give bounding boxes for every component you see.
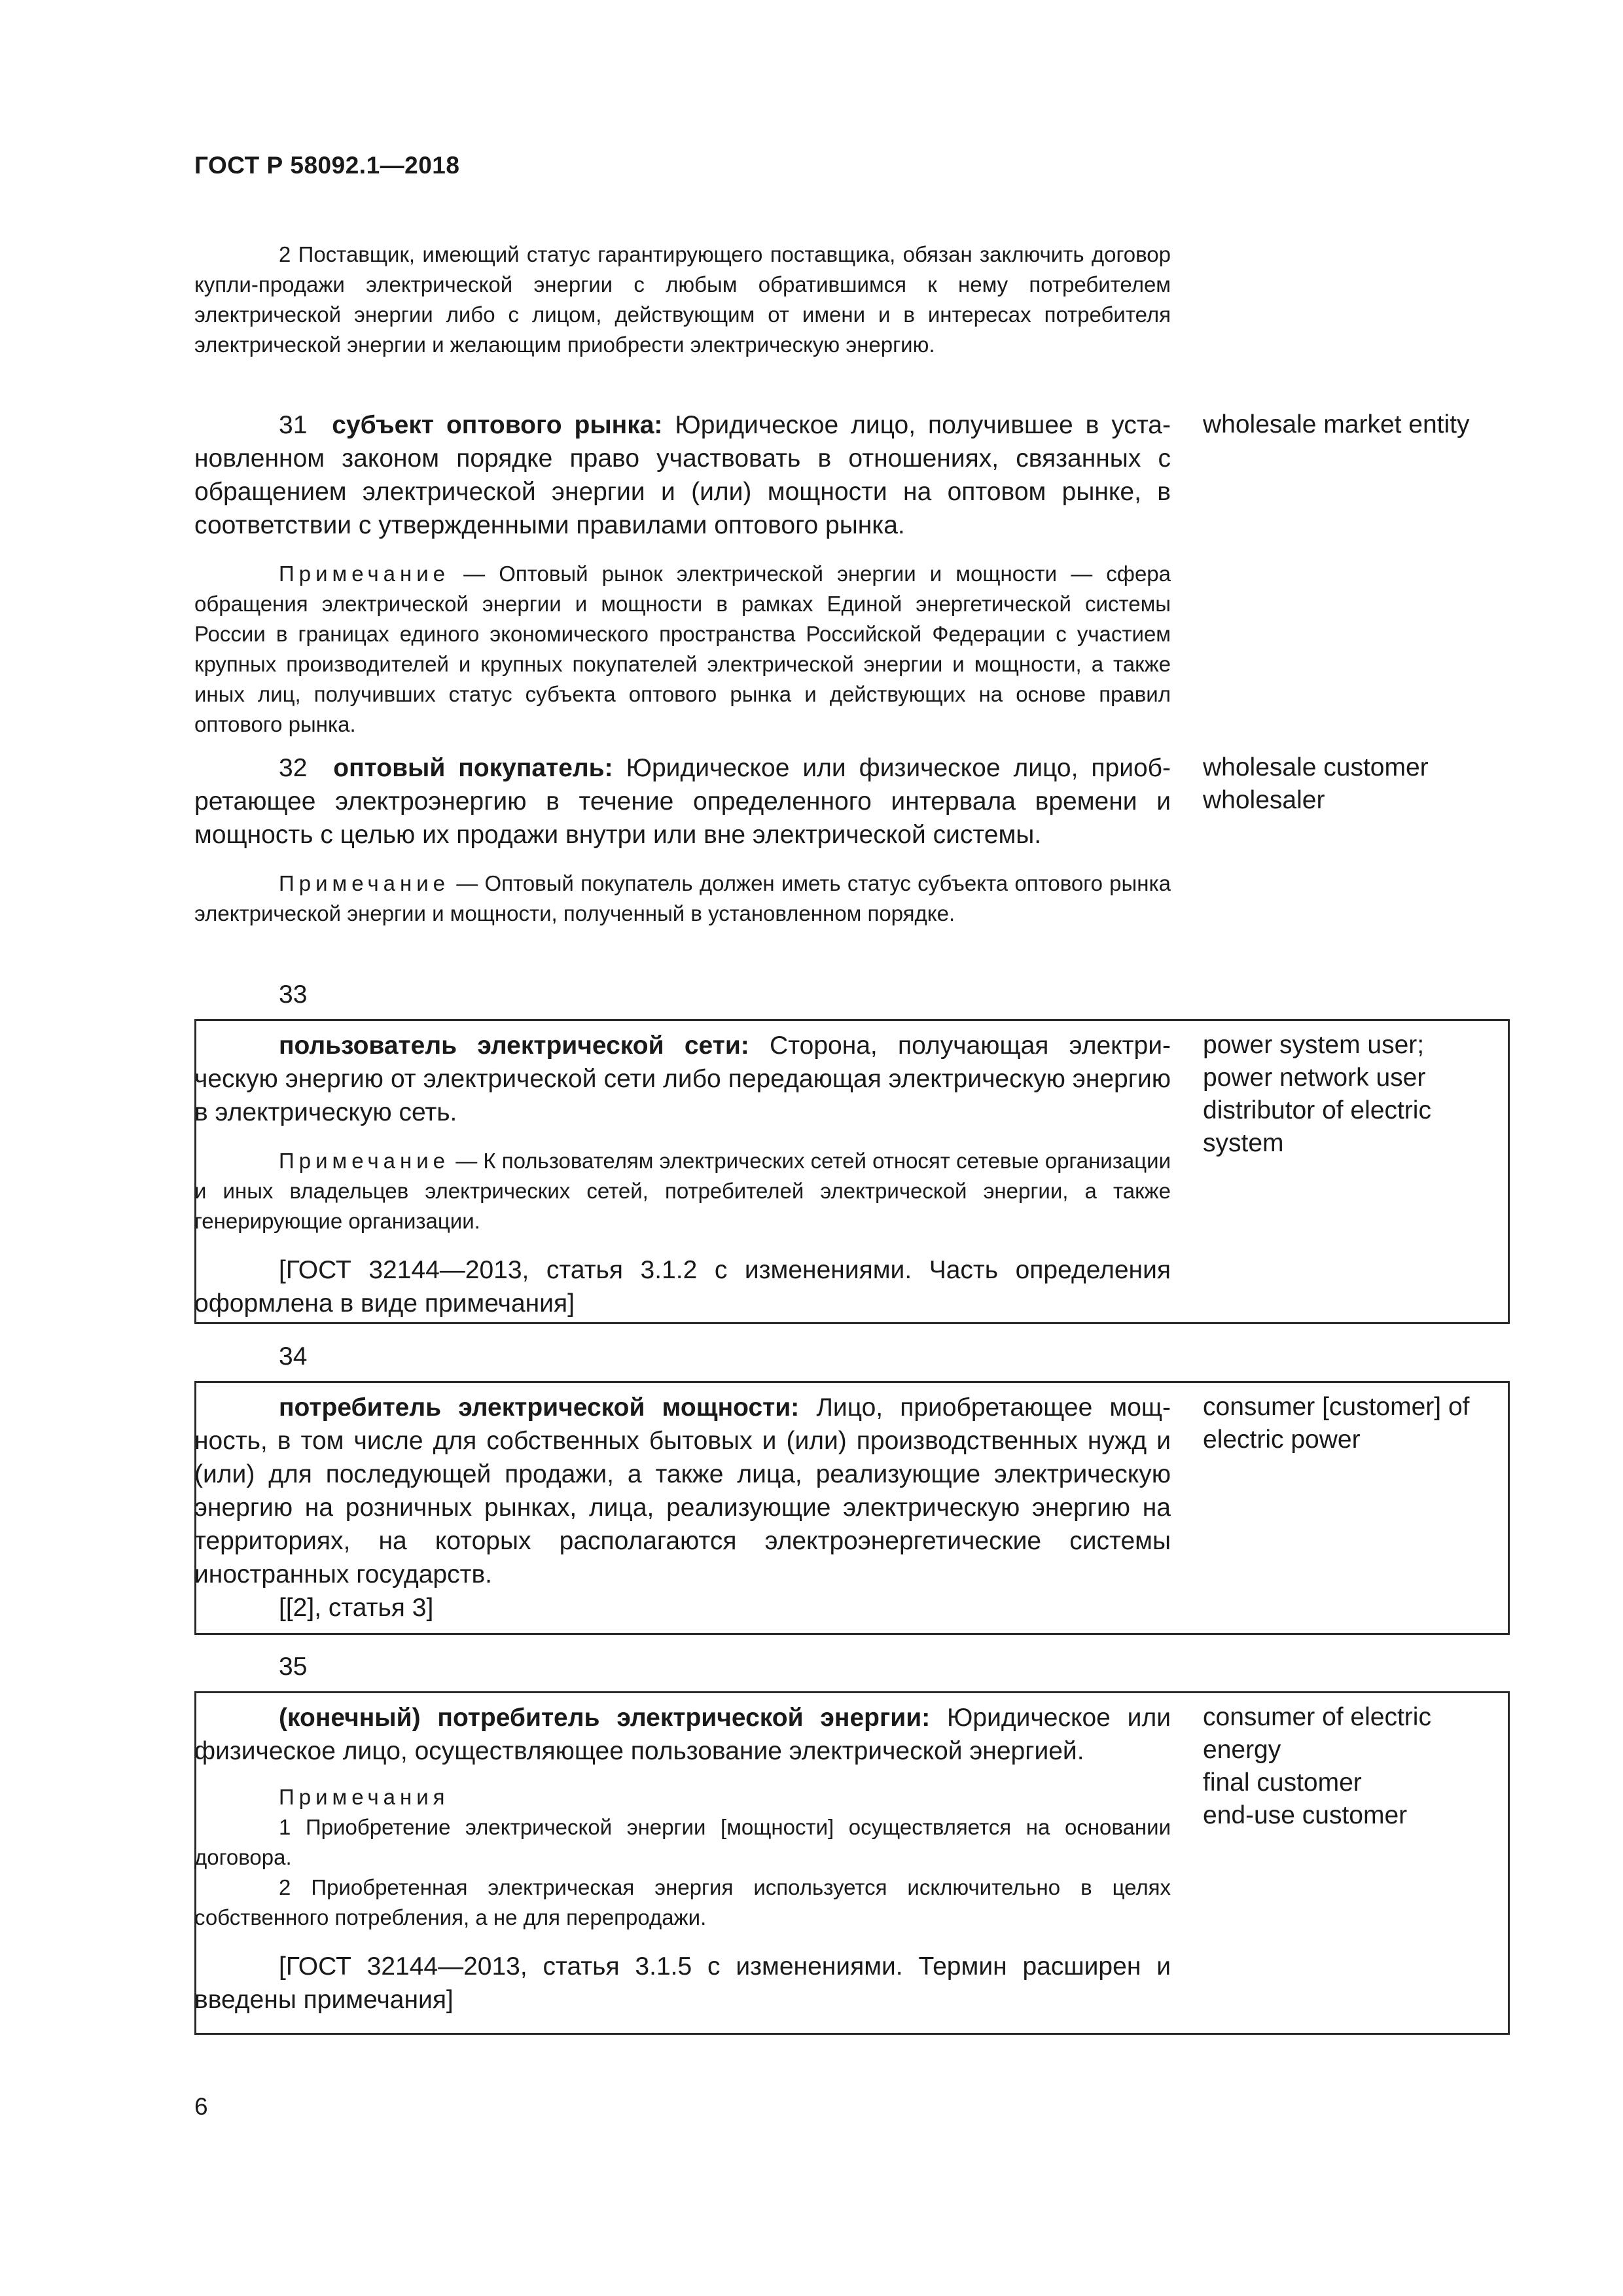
note-30-block	[194, 240, 1171, 360]
term-35-source: [ГОСТ 32144—2013, статья 3.1.5 с изменениями. Термин расширен и введены примечания]	[194, 1952, 1171, 2014]
term-32-block	[194, 751, 1171, 929]
term-33-note-text: — К пользователям электрических сетей относят сетевые организации и иных владельцев электрических сетей, потребителей электрической энергии, а также генерирующие организации.	[194, 1149, 1171, 1233]
term-35-note-2: 2 Приобретенная электрическая энергия используется исключительно в целях собственного потребления, а не для перепродажи.	[194, 1875, 1171, 1929]
term-31-note-text: — Оптовый рынок электрической энергии и мощности — сфера обращения электрической энергии и мощности в рамках Единой энергетической системы России в границах единого экономического пространства Российской Федерации с участием крупных производителей и крупных покупателей электрической энергии и мощности, а также иных лиц, получивших статус субъекта оптового рынка и действующих на основе правил оптового рынка.	[194, 562, 1171, 736]
term-31-note-label: Примечание	[279, 562, 450, 586]
term-35-english	[1203, 1701, 1569, 1832]
term-32-english	[1203, 751, 1569, 817]
term-33-english-2: distributor of electric	[1203, 1096, 1431, 1124]
term-33-number: 33	[279, 980, 308, 1009]
term-32-definition	[194, 751, 1171, 852]
note-30-text: 2 Поставщик, имеющий статус гарантирующего поставщика, обязан заключить договор купли-продажи электрической энергии с любым обратившимся к нему потребителем электрической энергии либо с лицом, действующим от имени и в интересах потребителя электрической энергии и желающим приобрести электрическую энергию.	[194, 242, 1171, 357]
term-35-notes-label: Примечания	[279, 1785, 450, 1809]
term-32-definition-text: Юридическое или физическое лицо, приобретающее электроэнергию в течение определенного интервала времени и мощность с целью их продажи внутри или вне электрической системы.	[194, 754, 1171, 849]
term-32-note-label: Примечание	[279, 871, 450, 895]
term-32-note-text: — Оптовый покупатель должен иметь статус субъекта оптового рынка электрической энергии и мощности, полученный в установленном порядке.	[194, 871, 1171, 925]
term-32-english-1: wholesaler	[1203, 786, 1325, 814]
term-35-english-3: end-use customer	[1203, 1801, 1408, 1829]
term-33-note-label: Примечание	[279, 1149, 450, 1173]
term-34-definition-text: Лицо, приобретающее мощность, в том числе для собственных бытовых и (или) производственных нужд и (или) для последующей продажи, а также лица, реализующие электрическую энергию на розничных рынках, лица, реализующие электрическую энергию на территориях, на которых располагаются электроэнергетические системы иностранных государств.	[194, 1393, 1171, 1588]
term-35-term: (конечный) потребитель электрической энергии:	[279, 1704, 931, 1732]
term-32-english-0: wholesale customer	[1203, 753, 1429, 781]
term-33-english-1: power network user	[1203, 1064, 1426, 1092]
term-35-number: 35	[279, 1653, 308, 1681]
term-34-block	[194, 1391, 1171, 1624]
term-33-note	[194, 1146, 1171, 1236]
term-34-english-1: electric power	[1203, 1426, 1361, 1454]
term-31-block	[194, 408, 1171, 740]
term-34-definition	[194, 1391, 1171, 1591]
term-35-note-1: 1 Приобретение электрической энергии [мощности] осуществляется на основании договора.	[194, 1815, 1171, 1869]
term-31-number: 31	[279, 411, 308, 439]
term-35-english-1: energy	[1203, 1736, 1281, 1764]
term-33-definition	[194, 1029, 1171, 1129]
term-31-english	[1203, 408, 1569, 441]
term-32-term: оптовый покупатель:	[333, 754, 613, 782]
term-34-term: потребитель электрической мощности:	[279, 1393, 800, 1422]
term-31-note	[194, 559, 1171, 740]
term-33-english-0: power system user;	[1203, 1031, 1425, 1059]
term-33-english-3: system	[1203, 1129, 1284, 1157]
term-33-english	[1203, 1029, 1569, 1160]
term-31-english-0: wholesale market entity	[1203, 410, 1470, 439]
term-34-source: [[2], статья 3]	[279, 1594, 434, 1622]
term-35-block	[194, 1701, 1171, 2017]
term-34-english-0: consumer [customer] of	[1203, 1393, 1470, 1421]
term-32-note	[194, 869, 1171, 929]
document-code-header: ГОСТ Р 58092.1—2018	[194, 152, 460, 179]
term-31-term: субъект оптового рынка:	[332, 411, 663, 439]
term-35-definition-text: Юридическое или физическое лицо, осуществляющее пользование электрической энергией.	[194, 1704, 1171, 1765]
term-34-english	[1203, 1391, 1569, 1456]
term-35-english-2: final customer	[1203, 1768, 1362, 1797]
term-35-english-0: consumer of electric	[1203, 1703, 1431, 1731]
term-33-block	[194, 1029, 1171, 1320]
term-31-definition	[194, 408, 1171, 542]
page-number: 6	[194, 2093, 208, 2120]
term-32-number: 32	[279, 754, 308, 782]
term-33-term: пользователь электрической сети:	[279, 1031, 749, 1060]
term-31-definition-text: Юридическое лицо, получившее в установленном законом порядке право участвовать в отношениях, связанных с обращением электрической энергии и (или) мощности на оптовом рынке, в соответствии с утвержденными правилами оптового рынка.	[194, 411, 1171, 539]
term-35-definition	[194, 1701, 1171, 1768]
term-33-definition-text: Сторона, получающая электрическую энергию от электрической сети либо передающая электрическую энергию в электрическую сеть.	[194, 1031, 1171, 1126]
term-33-source: [ГОСТ 32144—2013, статья 3.1.2 с изменениями. Часть определения оформлена в виде примечания]	[194, 1256, 1171, 1318]
term-34-number: 34	[279, 1342, 308, 1371]
